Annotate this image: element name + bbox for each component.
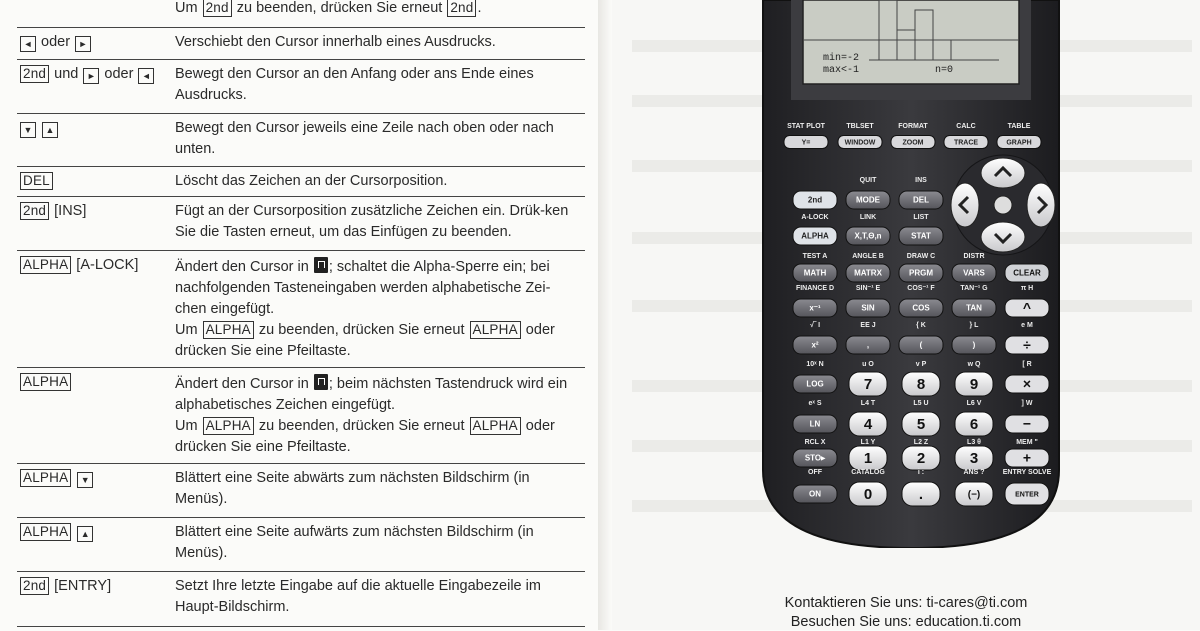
table-row <box>17 0 585 27</box>
key-alpha-label: ALPHA <box>801 231 829 241</box>
table-row <box>17 571 585 627</box>
key-label-l1-y: L1 Y <box>860 439 876 446</box>
key-sin-label: SIN <box>861 303 875 313</box>
key-label-off: OFF <box>808 469 822 476</box>
key-3-label: 3 <box>969 450 979 467</box>
key-label-test-a: TEST A <box>802 253 828 260</box>
arrow-left-key[interactable] <box>951 183 979 227</box>
cover-page <box>612 0 1200 630</box>
page-gutter <box>598 0 612 630</box>
key-on-label: ON <box>809 489 821 499</box>
key-math-label: MATH <box>803 268 827 278</box>
key-label-list: LIST <box>913 214 929 221</box>
description-paragraph: Blättert eine Seite abwärts zum nächsten Bildschirm (in Menüs). <box>175 470 530 507</box>
description-paragraph: Blättert eine Seite aufwärts zum nächsten Bildschirm (in Menüs). <box>175 524 534 561</box>
key-label-v-p: v P <box>915 361 927 368</box>
key-stat-label: STAT <box>911 231 931 241</box>
key-label-e-m: e M <box>1021 322 1033 329</box>
key-8-label: 8 <box>916 376 926 393</box>
key-description <box>175 372 581 458</box>
key-ln-label: LN <box>809 419 821 429</box>
key-x-label: x⁻¹ <box>809 303 821 313</box>
table-row <box>17 59 585 114</box>
key-label-format: FORMAT <box>898 123 928 130</box>
key-label-draw-c: DRAW C <box>906 253 936 260</box>
key-description <box>175 201 581 243</box>
key-description <box>175 0 581 19</box>
description-paragraph: Fügt an der Cursorposition zusätzliche Zeichen ein. Drük-ken Sie die Tasten erneut, um das Einfügen zu beenden. <box>175 203 569 240</box>
key-1-label: 1 <box>863 450 873 467</box>
description-paragraph: Um ALPHA zu beenden, drücken Sie erneut ALPHA oder drücken Sie eine Pfeiltaste. <box>175 322 555 359</box>
key-label-quit: QUIT <box>859 177 877 184</box>
key-key-label: + <box>1022 449 1032 466</box>
key-label-l3: L3 θ <box>967 439 981 446</box>
key-label-10-n: 10ˣ N <box>806 361 824 368</box>
table-row <box>17 27 585 60</box>
description-paragraph: Um ALPHA zu beenden, drücken Sie erneut ALPHA oder drücken Sie eine Pfeiltaste. <box>175 418 555 455</box>
key-label-ee-j: EE J <box>860 322 876 329</box>
description-paragraph: Setzt Ihre letzte Eingabe auf die aktuelle Eingabezeile im Haupt-Bildschirm. <box>175 578 541 615</box>
key-label-finance-d: FINANCE D <box>795 285 835 292</box>
key-description <box>175 64 581 106</box>
key-key-label: ) <box>972 340 976 350</box>
key-label-l: } L <box>969 322 979 329</box>
key-label-sin-e: SIN⁻¹ E <box>855 285 881 292</box>
key-label-l4-t: L4 T <box>860 400 876 407</box>
key-mode-label: MODE <box>856 195 880 205</box>
arrow-down-key[interactable] <box>981 222 1025 252</box>
key-key-label: . <box>918 486 924 503</box>
key-description <box>175 171 581 192</box>
key-del-label: DEL <box>913 195 929 205</box>
key-label-r: [ R <box>1022 361 1032 368</box>
key-log-label: LOG <box>806 379 824 389</box>
description-paragraph: Verschiebt den Cursor innerhalb eines Ausdrucks. <box>175 34 496 50</box>
key-description <box>175 118 581 160</box>
key-label-i: i : <box>917 469 925 476</box>
key-label-mem: MEM " <box>1016 439 1038 446</box>
key-label-angle-b: ANGLE B <box>852 253 884 260</box>
key-zoom-label: ZOOM <box>902 139 924 147</box>
key-label-w: ] W <box>1021 400 1033 407</box>
table-row <box>17 250 585 368</box>
key-enter-label: ENTER <box>1015 491 1039 499</box>
key-combination: ◄ oder ► <box>19 32 92 53</box>
screen-n-text: n=0 <box>935 65 954 76</box>
key-label-rcl-x: RCL X <box>804 439 826 446</box>
key-description <box>175 32 581 53</box>
key-7-label: 7 <box>863 376 873 393</box>
key-x-t-n-label: X,T,Θ,n <box>854 231 882 241</box>
contact-email: Kontaktieren Sie uns: ti-cares@ti.com <box>784 595 1028 611</box>
key-combination: 2nd [INS] <box>19 201 86 222</box>
key-label-catalog: CATALOG <box>851 469 885 476</box>
key-label-calc: CALC <box>956 123 976 130</box>
table-row <box>17 517 585 572</box>
key-combination: ALPHA ▼ <box>19 468 94 489</box>
key-label-w-q: w Q <box>967 361 981 368</box>
key-sto-label: STO▸ <box>804 453 826 463</box>
key-combination: DEL <box>19 171 54 192</box>
table-row <box>17 166 585 197</box>
key-label-table: TABLE <box>1007 123 1031 130</box>
key-key-label: ( <box>919 340 923 350</box>
key-window-label: WINDOW <box>844 139 876 147</box>
key-x-label: x² <box>811 340 819 350</box>
key-label-ans: ANS ? <box>963 469 985 476</box>
contact-block <box>612 594 1200 630</box>
contact-website: Besuchen Sie uns: education.ti.com <box>790 614 1022 630</box>
table-bottom-rule <box>17 626 585 631</box>
calculator-illustration <box>759 0 1063 548</box>
arrow-up-key[interactable] <box>981 158 1025 188</box>
key-tan-label: TAN <box>966 303 982 313</box>
key-0-label: 0 <box>863 486 873 503</box>
manual-page <box>0 0 600 630</box>
key-combination: ALPHA ▲ <box>19 522 94 543</box>
key-prgm-label: PRGM <box>909 268 933 278</box>
key-label-stat-plot: STAT PLOT <box>787 123 825 130</box>
key-key-label: − <box>1022 415 1032 432</box>
key-label-entry-solve: ENTRY SOLVE <box>1002 469 1052 476</box>
key-label-link: LINK <box>859 214 877 221</box>
key-description <box>175 468 581 510</box>
description-paragraph: Um 2nd zu beenden, drücken Sie erneut 2nd . <box>175 0 482 16</box>
key-combination: ALPHA [A-LOCK] <box>19 255 138 276</box>
key-key-label: , <box>866 340 870 350</box>
key-label-l6-v: L6 V <box>966 400 982 407</box>
key-label-cos-f: COS⁻¹ F <box>907 285 935 292</box>
description-paragraph: Ändert den Cursor in ; beim nächsten Tastendruck wird ein alphabetisches Zeichen eingefügt. <box>175 376 568 413</box>
key-trace-label: TRACE <box>953 139 979 147</box>
key-key-label: ^ <box>1022 299 1032 316</box>
key-2-label: 2 <box>916 450 926 467</box>
key-label-distr: DISTR <box>963 253 985 260</box>
key-label-h: π H <box>1020 285 1034 292</box>
arrow-pad <box>951 155 1055 255</box>
key-description <box>175 522 581 564</box>
key-combination: 2nd [ENTRY] <box>19 576 111 597</box>
arrow-right-key[interactable] <box>1027 183 1055 227</box>
key-combination: 2nd und ► oder ◄ <box>19 64 155 85</box>
table-row <box>17 196 585 251</box>
description-paragraph: Bewegt den Cursor jeweils eine Zeile nach oben oder nach unten. <box>175 120 554 157</box>
key-label-e-s: eˣ S <box>808 400 822 407</box>
key-label-tan-g: TAN⁻¹ G <box>960 285 988 292</box>
description-paragraph: Bewegt den Cursor an den Anfang oder ans Ende eines Ausdrucks. <box>175 66 534 103</box>
key-5-label: 5 <box>916 416 926 433</box>
screen-min-text: min=-2 <box>823 53 860 64</box>
key-2nd-label: 2nd <box>807 195 823 205</box>
key-matrx-label: MATRX <box>854 268 882 278</box>
key-key-label: (−) <box>967 489 981 501</box>
key-label-tblset: TBLSET <box>846 123 874 130</box>
key-label-a-lock: A-LOCK <box>801 214 829 221</box>
key-label-l5-u: L5 U <box>913 400 929 407</box>
key-cos-label: COS <box>912 303 930 313</box>
key-label-k: { K <box>916 322 926 329</box>
table-row <box>17 367 585 464</box>
key-clear-label: CLEAR <box>1013 268 1041 278</box>
key-key-label: × <box>1022 375 1032 392</box>
key-vars-label: VARS <box>963 268 985 278</box>
key-9-label: 9 <box>969 376 979 393</box>
key-4-label: 4 <box>863 416 873 433</box>
key-label-ins: INS <box>915 177 927 184</box>
description-paragraph: Ändert den Cursor in ; schaltet die Alpha-Sperre ein; bei nachfolgenden Tasteneingaben werden alphabetische Zei-chen eingefügt. <box>175 259 551 317</box>
table-row <box>17 463 585 518</box>
key-description <box>175 255 581 362</box>
screen-max-text: max<-1 <box>823 65 860 76</box>
key-label-i: √‾ I <box>809 322 821 329</box>
description-paragraph: Löscht das Zeichen an der Cursorposition. <box>175 173 448 189</box>
key-6-label: 6 <box>969 416 979 433</box>
key-graph-label: GRAPH <box>1006 139 1032 147</box>
table-row <box>17 113 585 167</box>
key-combination: ALPHA <box>19 372 72 393</box>
key-label-l2-z: L2 Z <box>913 439 929 446</box>
key-y-label: Y= <box>801 139 811 147</box>
key-description <box>175 576 581 618</box>
key-combination: ▼ ▲ <box>19 118 59 139</box>
key-label-u-o: u O <box>862 361 874 368</box>
key-key-label: ÷ <box>1023 336 1031 353</box>
